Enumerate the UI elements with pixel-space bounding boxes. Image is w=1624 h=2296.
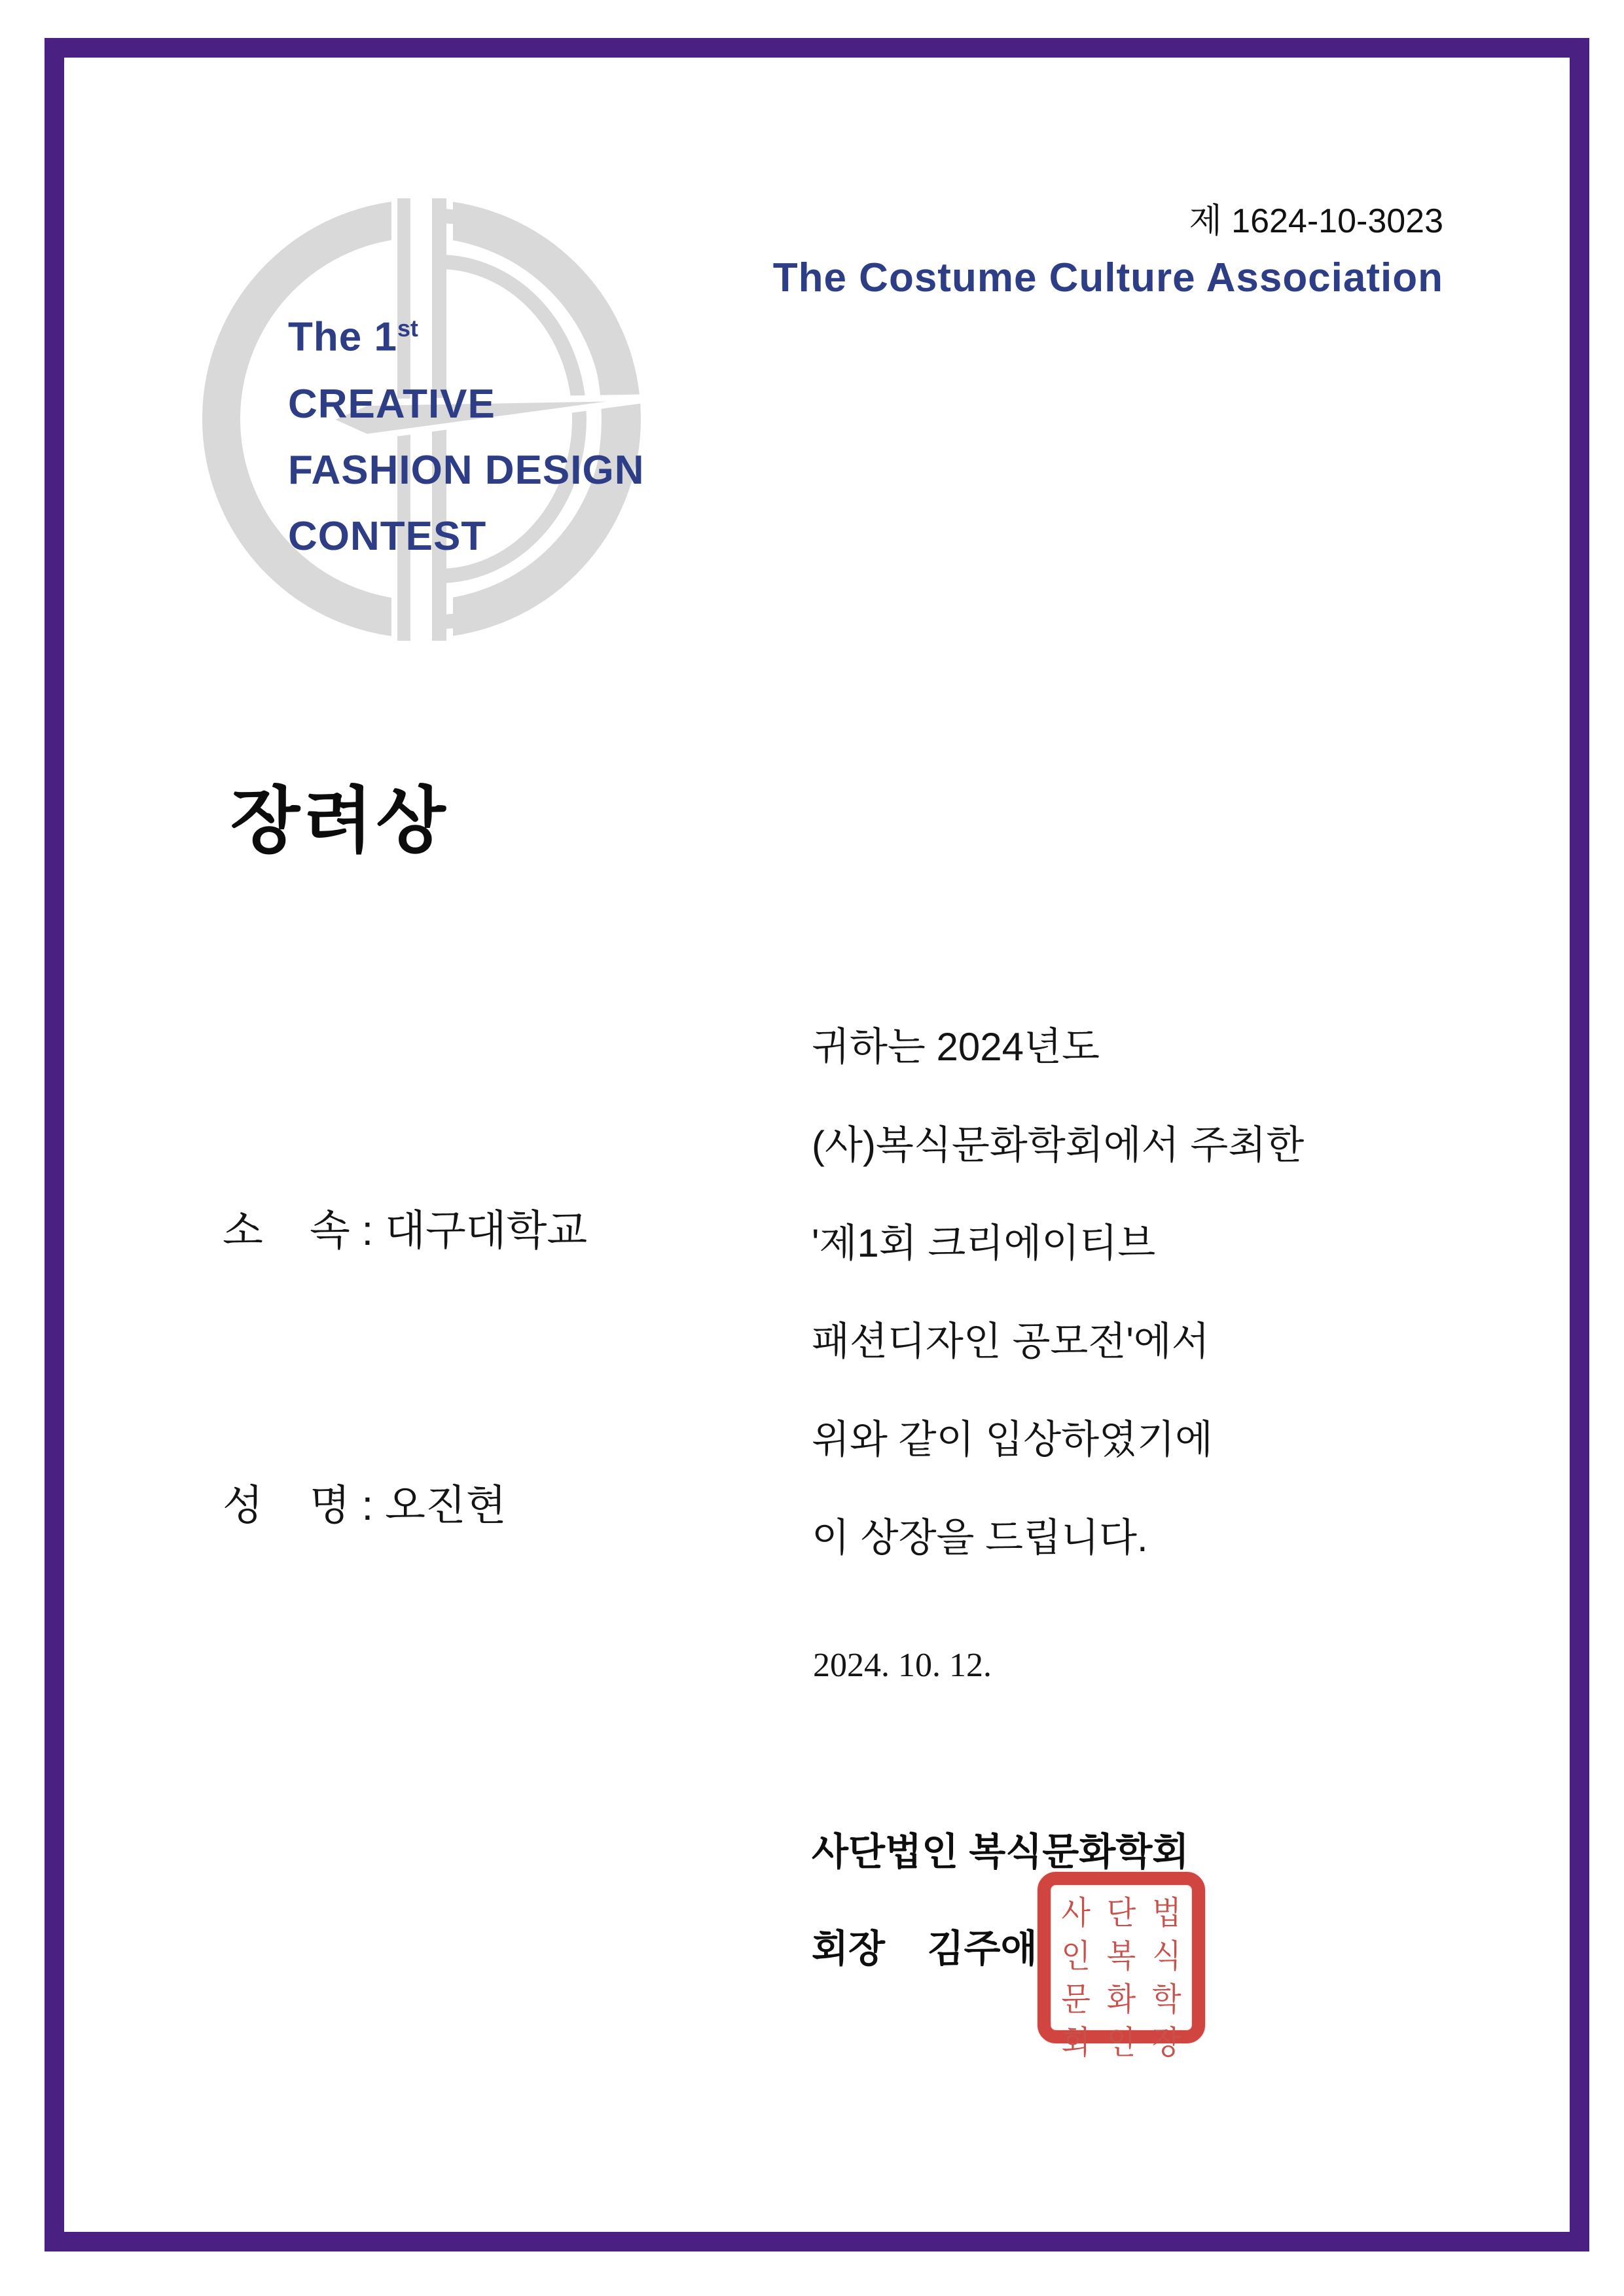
seal-char: 문 [1061,1981,1091,2018]
issuer-president: 회장 김주애 [812,1928,1038,1970]
seal-char: 회 [1061,2024,1091,2061]
seal-char: 복 [1106,1938,1136,1975]
logo-text-line2: CREATIVE [288,382,496,427]
seal-char: 인 [1061,1938,1091,1975]
logo-text-the1: The 1 [288,314,397,360]
seal-char: 법 [1152,1895,1182,1931]
citation-line: 패션디자인 공모전'에서 [812,1319,1210,1363]
citation-line: (사)복식문화학회에서 주최한 [812,1123,1305,1167]
logo-text-line3: FASHION DESIGN [288,448,645,493]
recipient-name: 성 명 : 오진현 [223,1482,507,1529]
seal-char: 식 [1152,1938,1182,1975]
citation-text [812,998,1304,1587]
seal-char: 장 [1152,2024,1182,2061]
citation-line: 귀하는 2024년도 [812,1025,1100,1069]
citation-line: 이 상장을 드립니다. [812,1516,1148,1560]
seal-char: 사 [1061,1895,1091,1931]
seal-char: 학 [1152,1981,1182,2018]
recipient-affiliation: 소 속 : 대구대학교 [223,1207,588,1254]
association-name-en: The Costume Culture Association [772,255,1443,300]
seal-char: 화 [1106,1981,1136,2018]
logo-text-ordinal: st [397,315,418,342]
seal-char: 인 [1106,2024,1136,2061]
award-title: 장려상 [230,781,449,861]
document-number: 제 1624-10-3023 [1189,202,1443,240]
recipient-info [223,1001,587,1643]
issuer-organization: 사단법인 복식문화학회 [812,1831,1189,1873]
seal-char: 단 [1106,1895,1136,1931]
issue-date: 2024. 10. 12. [813,1647,992,1684]
official-seal-stamp [1038,1872,1205,2061]
logo-text-line4: CONTEST [288,514,487,559]
logo-text-line1 [288,306,418,361]
citation-line: '제1회 크리에이티브 [812,1221,1156,1265]
citation-line: 위와 같이 입상하였기에 [812,1418,1213,1462]
